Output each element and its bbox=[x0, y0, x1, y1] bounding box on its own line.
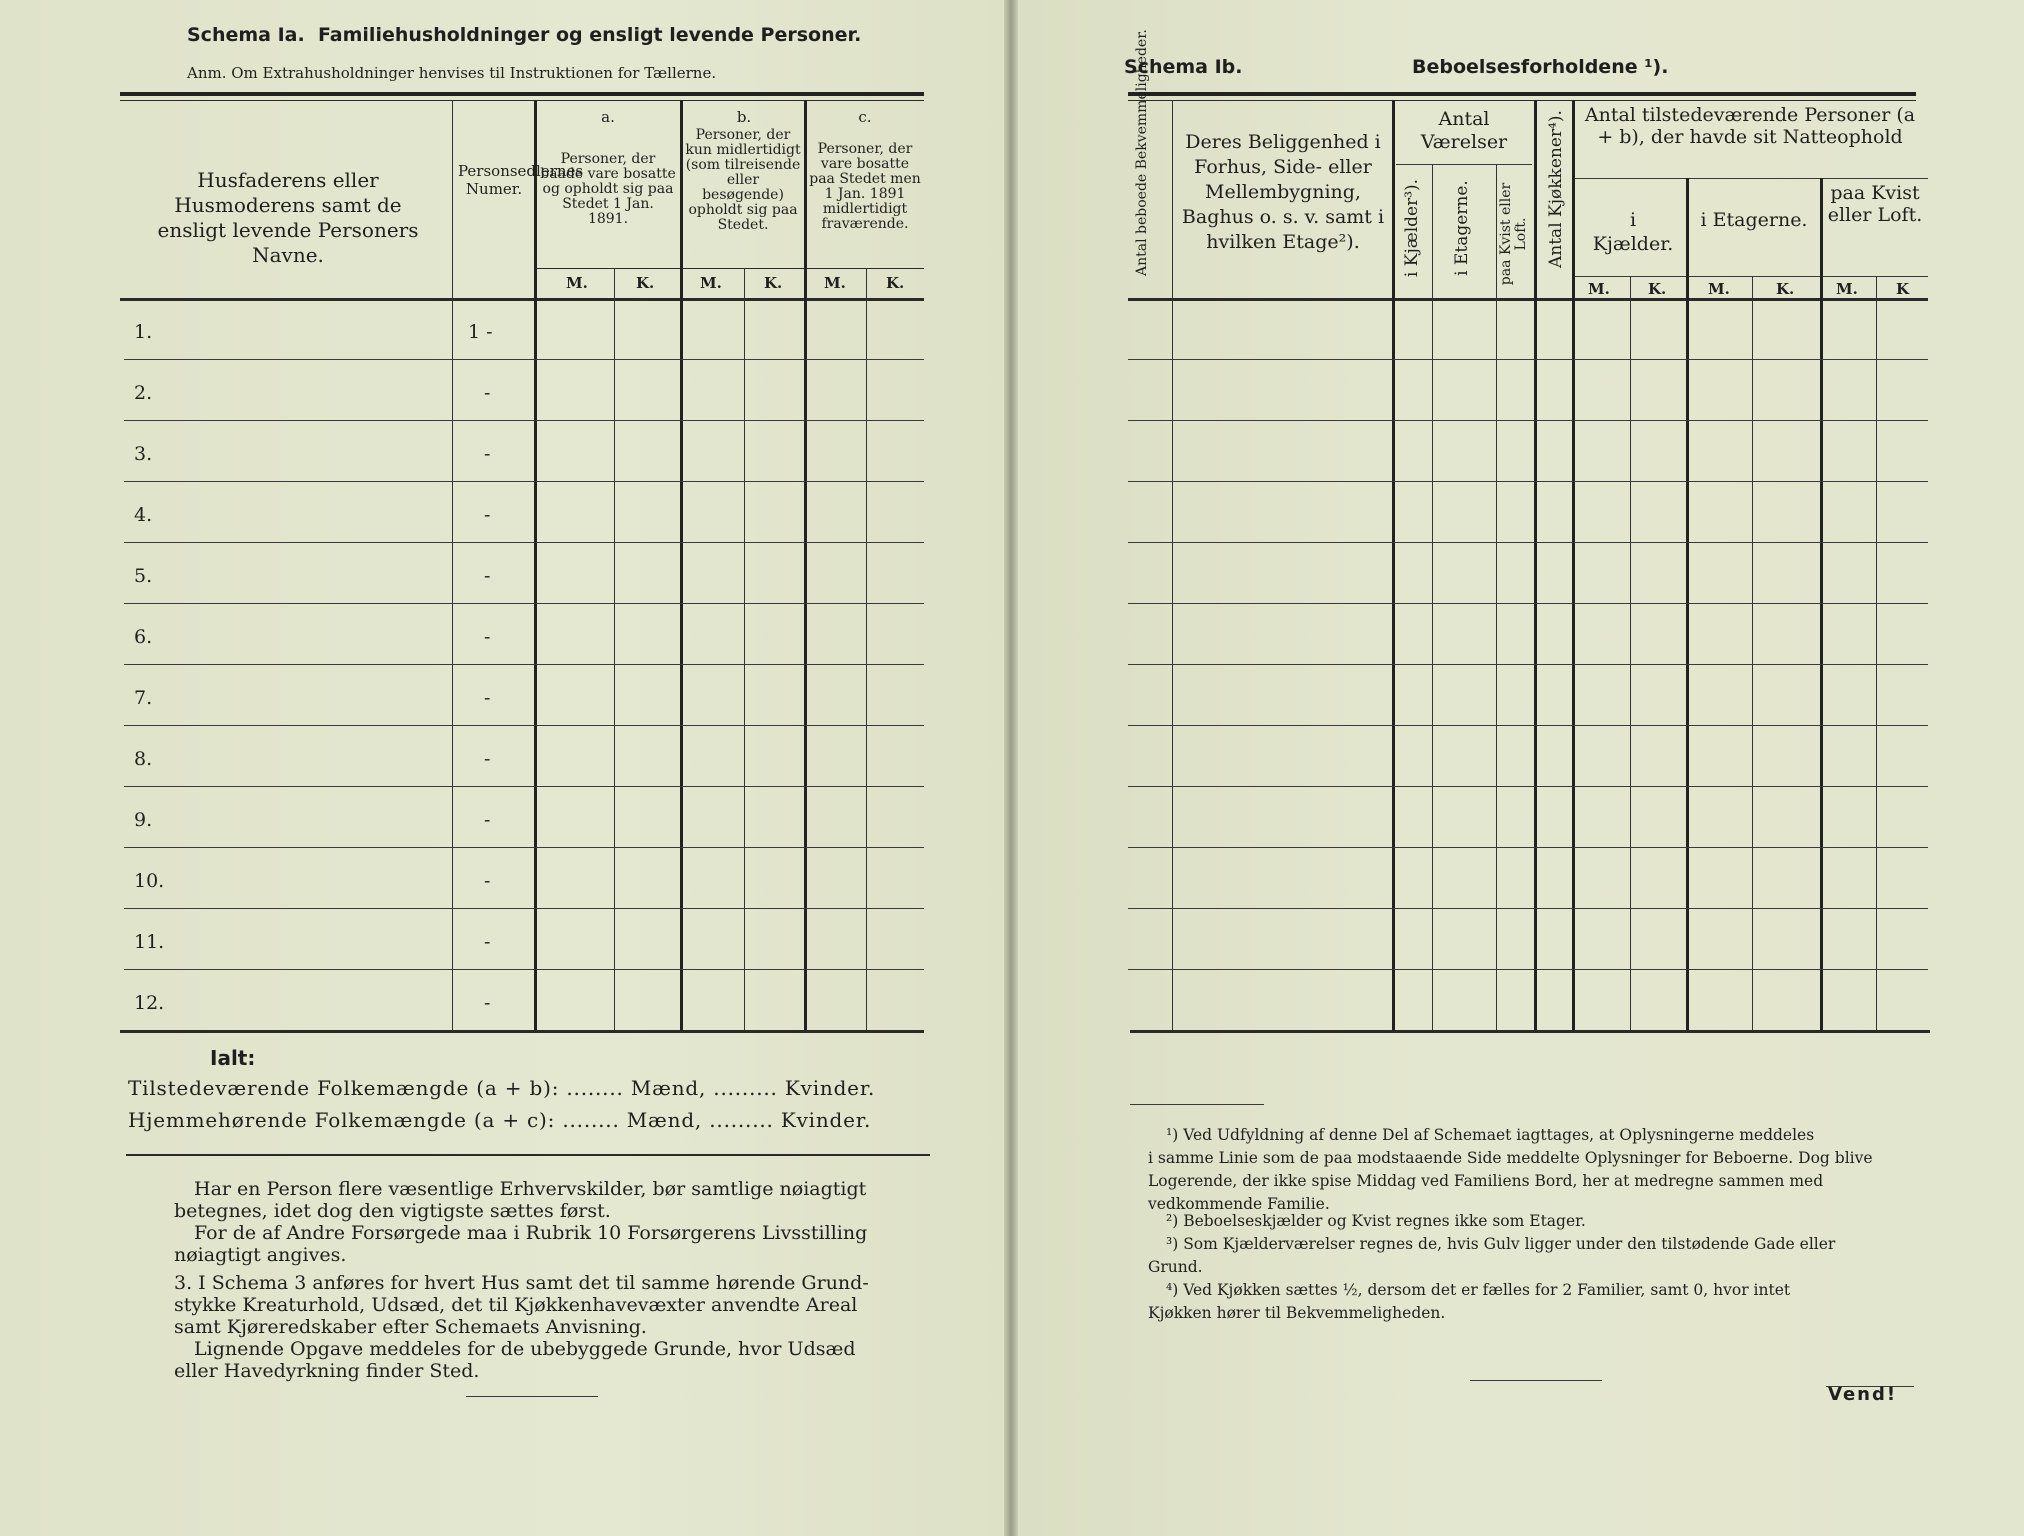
col-header-nat-kjaelder: i Kjælder. bbox=[1592, 209, 1674, 255]
row-person-number: - bbox=[484, 687, 491, 709]
rcol-divider bbox=[1630, 276, 1631, 1030]
rtable-row-rule bbox=[1128, 603, 1928, 604]
col-a-letter: a. bbox=[601, 108, 615, 126]
row-label: 1. bbox=[134, 321, 153, 343]
mk-label: M. bbox=[1836, 280, 1858, 298]
col-header-antal-kjokkener: Antal Kjøkkener⁴). bbox=[1546, 110, 1566, 268]
totals-rule bbox=[126, 1154, 930, 1156]
note-line: For de af Andre Forsørgede maa i Rubrik 10 Forsørgerens Livsstilling bbox=[194, 1222, 868, 1244]
note-line: 3. I Schema 3 anføres for hvert Hus samt det til samme hørende Grund- bbox=[174, 1272, 869, 1294]
tilst-sub-rule bbox=[1572, 178, 1928, 179]
mk-label: M. bbox=[1588, 280, 1610, 298]
closing-rule bbox=[466, 1396, 598, 1397]
schema-1a-title bbox=[187, 24, 861, 46]
schema-1b-prefix: Schema Ib. bbox=[1124, 56, 1243, 78]
rheader-bottom-rule bbox=[1128, 298, 1928, 301]
row-label: 5. bbox=[134, 565, 153, 587]
mk-label: K. bbox=[1776, 280, 1795, 298]
mk-label: K. bbox=[886, 274, 905, 292]
schema-1a-prefix: Schema Ia. bbox=[187, 24, 305, 46]
col-header-nat-kvist: paa Kvist eller Loft. bbox=[1827, 182, 1923, 226]
rtable-row-rule bbox=[1128, 481, 1928, 482]
rtable-row-rule bbox=[1128, 786, 1928, 787]
rtable-row-rule bbox=[1128, 969, 1928, 970]
col-divider-names bbox=[452, 100, 453, 1030]
table-row-rule bbox=[124, 847, 924, 848]
schema-1b-title: Beboelsesforholdene ¹). bbox=[1412, 56, 1669, 78]
row-label: 10. bbox=[134, 870, 165, 892]
col-divider-c-mk bbox=[866, 268, 867, 1030]
mk-label: M. bbox=[824, 274, 846, 292]
table-top-rule bbox=[120, 92, 924, 96]
rtable-row-rule bbox=[1128, 359, 1928, 360]
col-divider-a-mk bbox=[614, 268, 615, 1030]
col-header-names: Husfaderens eller Husmoderens samt de ensligt levende Personers Navne. bbox=[157, 168, 419, 267]
rcol-divider bbox=[1172, 100, 1173, 1030]
book-spine bbox=[1004, 0, 1018, 1536]
row-person-number: - bbox=[484, 931, 491, 953]
closing-rule-right bbox=[1470, 1380, 1602, 1381]
rcol-divider bbox=[1392, 100, 1395, 1030]
row-label: 8. bbox=[134, 748, 153, 770]
col-divider-a bbox=[680, 100, 683, 1030]
rtable-top-rule bbox=[1128, 92, 1916, 96]
row-label: 2. bbox=[134, 382, 153, 404]
table-row-rule bbox=[124, 420, 924, 421]
rcol-divider bbox=[1686, 178, 1689, 1030]
col-header-i-kjaelder: i Kjælder³). bbox=[1402, 178, 1422, 278]
footnote-line: Logerende, der ikke spise Middag ved Familiens Bord, her at medregne sammen med bbox=[1148, 1172, 1824, 1190]
table-bottom-rule bbox=[120, 1030, 924, 1033]
col-header-b: Personer, der kun midlertidigt (som tilreisende eller besøgende) opholdt sig paa Stedet. bbox=[685, 127, 801, 233]
row-person-number: - bbox=[484, 748, 491, 770]
note-line: eller Havedyrkning finder Sted. bbox=[174, 1360, 480, 1382]
footnote-line: ⁴) Ved Kjøkken sættes ½, dersom det er fælles for 2 Familier, samt 0, hvor intet bbox=[1166, 1281, 1791, 1299]
row-person-number: - bbox=[484, 504, 491, 526]
col-header-bekvemmeligheder: Antal beboede Bekvemmeligheder. bbox=[1134, 29, 1150, 276]
note-line: betegnes, idet dog den vigtigste sættes først. bbox=[174, 1200, 611, 1222]
rmk-top-rule bbox=[1572, 276, 1928, 277]
rtable-row-rule bbox=[1128, 847, 1928, 848]
mk-label: M. bbox=[700, 274, 722, 292]
row-person-number: 1 - bbox=[468, 321, 493, 343]
rtable-row-rule bbox=[1128, 420, 1928, 421]
col-header-c: Personer, der vare bosatte paa Stedet men 1 Jan. 1891 midlertidigt fraværende. bbox=[809, 141, 921, 232]
tilstedevaerende-line: Tilstedeværende Folkemængde (a + b): ........ Mænd, ......... Kvinder. bbox=[128, 1076, 876, 1100]
table-row-rule bbox=[124, 481, 924, 482]
footnote-line: ³) Som Kjælderværelser regnes de, hvis Gulv ligger under den tilstødende Gade eller bbox=[1166, 1235, 1836, 1253]
vaer-sub-rule bbox=[1396, 164, 1532, 165]
col-header-nat-etagerne: i Etagerne. bbox=[1700, 209, 1808, 231]
footnote-line: Grund. bbox=[1148, 1258, 1203, 1276]
rtable-bottom-rule bbox=[1130, 1030, 1930, 1033]
table-row-rule bbox=[124, 359, 924, 360]
vend-label: Vend! bbox=[1828, 1384, 1898, 1405]
rtable-top-rule-2 bbox=[1128, 100, 1916, 101]
mk-label: M. bbox=[1708, 280, 1730, 298]
col-header-numer: Personsedlernes Numer. bbox=[458, 162, 584, 198]
col-divider-b bbox=[804, 100, 807, 1030]
col-c-letter: c. bbox=[858, 108, 872, 126]
table-row-rule bbox=[124, 908, 924, 909]
footnote-rule bbox=[1130, 1104, 1264, 1105]
col-header-i-etagerne: i Etagerne. bbox=[1452, 180, 1472, 276]
table-row-rule bbox=[124, 664, 924, 665]
row-person-number: - bbox=[484, 565, 491, 587]
row-label: 11. bbox=[134, 931, 165, 953]
row-label: 3. bbox=[134, 443, 153, 465]
col-header-paa-kvist: paa Kvist eller Loft. bbox=[1498, 182, 1529, 286]
col-header-beliggenhed: Deres Beliggenhed i Forhus, Side- eller Mellembygning, Baghus o. s. v. samt i hvilken Etage²). bbox=[1181, 131, 1385, 253]
row-person-number: - bbox=[484, 809, 491, 831]
col-header-antal-vaerelser: Antal Værelser bbox=[1420, 108, 1508, 153]
schema-1a-main: Familiehusholdninger og ensligt levende Personer. bbox=[317, 24, 862, 46]
footnote-line: ¹) Ved Udfyldning af denne Del af Schemaet iagttages, at Oplysningerne meddeles bbox=[1166, 1126, 1815, 1144]
footnote-line: Kjøkken hører til Bekvemmeligheden. bbox=[1148, 1304, 1446, 1322]
hjemmehorende-line: Hjemmehørende Folkemængde (a + c): ........ Mænd, ......... Kvinder. bbox=[128, 1108, 872, 1132]
rcol-divider bbox=[1752, 276, 1753, 1030]
rcol-divider bbox=[1534, 100, 1537, 1030]
rcol-divider bbox=[1876, 276, 1877, 1030]
anm-note: Anm. Om Extrahusholdninger henvises til Instruktionen for Tællerne. bbox=[187, 64, 717, 82]
mk-label: K. bbox=[1648, 280, 1667, 298]
table-row-rule bbox=[124, 603, 924, 604]
rcol-divider bbox=[1496, 164, 1497, 1030]
col-header-tilstedevaerende: Antal tilstedeværende Personer (a + b), der havde sit Natteophold bbox=[1584, 104, 1916, 148]
rtable-row-rule bbox=[1128, 908, 1928, 909]
table-row-rule bbox=[124, 969, 924, 970]
note-line: Har en Person flere væsentlige Erhvervskilder, bør samtlige nøiagtigt bbox=[194, 1178, 867, 1200]
mk-label: K. bbox=[636, 274, 655, 292]
table-row-rule bbox=[124, 725, 924, 726]
col-header-a: Personer, der baade vare bosatte og opholdt sig paa Stedet 1 Jan. 1891. bbox=[540, 151, 676, 227]
row-label: 4. bbox=[134, 504, 153, 526]
note-line: nøiagtigt angives. bbox=[174, 1244, 347, 1266]
rtable-row-rule bbox=[1128, 664, 1928, 665]
footnote-line: ²) Beboelseskjælder og Kvist regnes ikke som Etager. bbox=[1166, 1212, 1586, 1230]
col-divider-numer bbox=[534, 100, 537, 1030]
row-person-number: - bbox=[484, 870, 491, 892]
mk-label: K. bbox=[764, 274, 783, 292]
rtable-row-rule bbox=[1128, 725, 1928, 726]
rcol-divider bbox=[1432, 164, 1433, 1030]
mk-label: M. bbox=[566, 274, 588, 292]
note-line: samt Kjøreredskaber efter Schemaets Anvisning. bbox=[174, 1316, 647, 1338]
rtable-row-rule bbox=[1128, 542, 1928, 543]
mk-label: K bbox=[1896, 280, 1910, 298]
footnote-line: vedkommende Familie. bbox=[1148, 1195, 1330, 1213]
ialt-label: Ialt: bbox=[210, 1046, 256, 1070]
rcol-divider bbox=[1572, 100, 1575, 1030]
note-line: stykke Kreaturhold, Udsæd, det til Kjøkkenhavevæxter anvendte Areal bbox=[174, 1294, 858, 1316]
footnote-line: i samme Linie som de paa modstaaende Side meddelte Oplysninger for Beboerne. Dog blive bbox=[1148, 1149, 1873, 1167]
row-label: 9. bbox=[134, 809, 153, 831]
row-person-number: - bbox=[484, 992, 491, 1014]
table-row-rule bbox=[124, 786, 924, 787]
row-person-number: - bbox=[484, 443, 491, 465]
row-label: 12. bbox=[134, 992, 165, 1014]
row-label: 6. bbox=[134, 626, 153, 648]
table-row-rule bbox=[124, 542, 924, 543]
row-label: 7. bbox=[134, 687, 153, 709]
row-person-number: - bbox=[484, 382, 491, 404]
row-person-number: - bbox=[484, 626, 491, 648]
col-b-letter: b. bbox=[736, 108, 752, 126]
note-line: Lignende Opgave meddeles for de ubebyggede Grunde, hvor Udsæd bbox=[194, 1338, 856, 1360]
col-divider-b-mk bbox=[744, 268, 745, 1030]
rcol-divider bbox=[1820, 178, 1823, 1030]
